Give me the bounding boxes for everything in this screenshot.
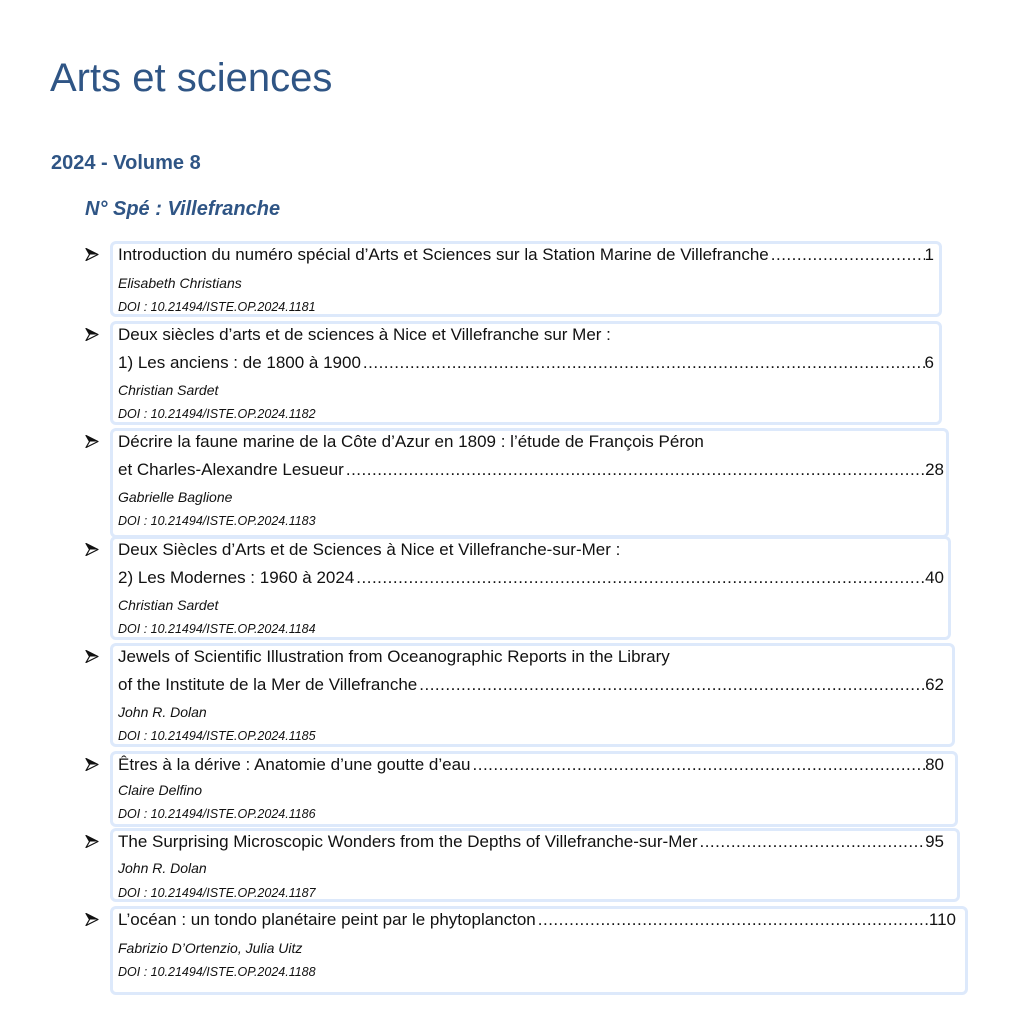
entry-doi[interactable]: DOI : 10.21494/ISTE.OP.2024.1187 bbox=[118, 886, 316, 900]
entry-authors: Christian Sardet bbox=[118, 597, 219, 613]
entry-authors: John R. Dolan bbox=[118, 860, 207, 876]
arrow-bullet-icon bbox=[85, 751, 101, 778]
arrow-bullet-icon bbox=[85, 536, 101, 563]
entry-title-line[interactable]: Deux Siècles d’Arts et de Sciences à Nice et Villefranche-sur-Mer : bbox=[118, 540, 621, 559]
entry-title-line[interactable]: L’océan : un tondo planétaire peint par le phytoplancton ..... 110 bbox=[118, 906, 956, 933]
entry-title-line[interactable]: 2) Les Modernes : 1960 à 2024 ..... 40 bbox=[118, 564, 944, 591]
entry-doi[interactable]: DOI : 10.21494/ISTE.OP.2024.1186 bbox=[118, 807, 316, 821]
arrow-bullet-icon bbox=[85, 428, 101, 455]
page-number: 95 bbox=[925, 832, 944, 851]
arrow-bullet-icon bbox=[85, 321, 101, 348]
page-number: 40 bbox=[925, 568, 944, 587]
entry-title-line[interactable]: 1) Les anciens : de 1800 à 1900 ..... 6 bbox=[118, 349, 934, 376]
entry-authors: Fabrizio D’Ortenzio, Julia Uitz bbox=[118, 940, 303, 956]
arrow-bullet-icon bbox=[85, 643, 101, 670]
entry-title-line[interactable]: Deux siècles d’arts et de sciences à Nice et Villefranche sur Mer : bbox=[118, 325, 611, 344]
entry-doi[interactable]: DOI : 10.21494/ISTE.OP.2024.1183 bbox=[118, 514, 316, 528]
page-number: 62 bbox=[925, 675, 944, 694]
page-number: 80 bbox=[925, 755, 944, 774]
entry-title-line[interactable]: The Surprising Microscopic Wonders from the Depths of Villefranche-sur-Mer ..... 95 bbox=[118, 828, 944, 855]
journal-title: Arts et sciences bbox=[50, 56, 333, 100]
page-number: 110 bbox=[928, 910, 956, 929]
page-number: 28 bbox=[925, 460, 944, 479]
volume-title: 2024 - Volume 8 bbox=[51, 152, 201, 174]
entry-doi[interactable]: DOI : 10.21494/ISTE.OP.2024.1188 bbox=[118, 965, 316, 979]
arrow-bullet-icon bbox=[85, 906, 101, 933]
issue-title: N° Spé : Villefranche bbox=[85, 198, 281, 220]
arrow-bullet-icon bbox=[85, 241, 101, 268]
entry-authors: John R. Dolan bbox=[118, 704, 207, 720]
page-number: 6 bbox=[924, 353, 934, 372]
entry-title-line[interactable]: Décrire la faune marine de la Côte d’Azur en 1809 : l’étude de François Péron bbox=[118, 432, 704, 451]
arrow-bullet-icon bbox=[85, 828, 101, 855]
entry-authors: Elisabeth Christians bbox=[118, 275, 242, 291]
entry-title-line[interactable]: Êtres à la dérive : Anatomie d’une goutte d’eau ..... 80 bbox=[118, 751, 944, 778]
entry-doi[interactable]: DOI : 10.21494/ISTE.OP.2024.1182 bbox=[118, 407, 316, 421]
entry-authors: Claire Delfino bbox=[118, 782, 203, 798]
entry-title-line[interactable]: Introduction du numéro spécial d’Arts et Sciences sur la Station Marine de Villefranche ..... 1 bbox=[118, 241, 934, 268]
entry-doi[interactable]: DOI : 10.21494/ISTE.OP.2024.1185 bbox=[118, 729, 316, 743]
entry-authors: Gabrielle Baglione bbox=[118, 489, 233, 505]
entry-title-line[interactable]: Jewels of Scientific Illustration from Oceanographic Reports in the Library bbox=[118, 647, 670, 666]
entry-title-line[interactable]: et Charles-Alexandre Lesueur ..... 28 bbox=[118, 456, 944, 483]
entry-authors: Christian Sardet bbox=[118, 382, 219, 398]
entry-doi[interactable]: DOI : 10.21494/ISTE.OP.2024.1184 bbox=[118, 622, 316, 636]
page-number: 1 bbox=[924, 245, 934, 264]
entry-title-line[interactable]: of the Institute de la Mer de Villefranche ..... 62 bbox=[118, 671, 944, 698]
entry-doi[interactable]: DOI : 10.21494/ISTE.OP.2024.1181 bbox=[118, 300, 316, 314]
